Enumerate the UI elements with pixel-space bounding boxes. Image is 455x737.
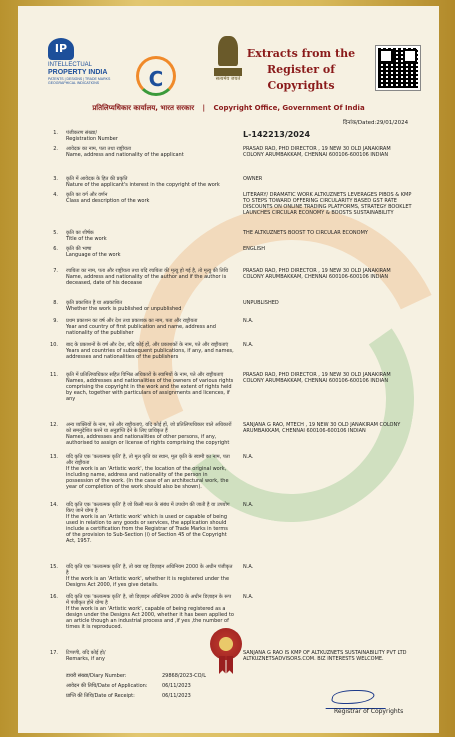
row-label-english: Year and country of first publication and name, address and nationality of the publisher: [66, 324, 216, 336]
row-label-hindi: कृति में आवेदक के हित की प्रकृति: [66, 176, 128, 182]
row-label-english: Registration Number: [66, 136, 118, 142]
row-label-hindi: अन्य व्यक्तियों के नाम, पते और राष्ट्रीयताएं, यदि कोई हों, जो प्रतिलिप्यधिकार वाले अधिकारों को समनुदेशित करने या अनुज्ञप्ति देने के लिए प्राधिकृत हैं: [66, 422, 232, 434]
row-label-hindi: कृति का शीर्षक: [66, 230, 94, 236]
row-label-english: If the work is an 'Artistic work', the location of the original work, including name, address and nationality of the person in possession of the work. (In the case of an architectural work, the year of completion of the work should also be shown).: [66, 466, 229, 490]
row-label-hindi: कृति प्रकाशित है या अप्रकाशित: [66, 300, 123, 306]
receipt-date-value: 06/11/2023: [162, 693, 191, 699]
row-label-hindi: रचयिता का नाम, पता और राष्ट्रीयता तथा यदि रचयिता की मृत्यु हो गई है, तो मृत्यु की तिथि: [66, 268, 229, 274]
row-number: 17.: [50, 650, 58, 656]
wax-seal-icon: [210, 628, 242, 660]
row-number: 12.: [50, 422, 58, 428]
row-value: PRASAD RAO, PHD DIRECTOR , 19 NEW 30 OLD JANAKIRAM COLONY ARUMBAKKAM, CHENNAI 600106-600106 INDIAN: [243, 268, 391, 280]
row-label: [66, 192, 234, 204]
ip-logo-line2: PROPERTY INDIA: [48, 69, 108, 76]
row-value: THE ALTKUZNETS BOOST TO CIRCULAR ECONOMY: [243, 230, 368, 236]
office-english: Copyright Office, Government Of India: [213, 104, 365, 112]
copyright-logo-icon: C: [136, 56, 176, 96]
row-label: [66, 176, 234, 188]
ip-logo-text: [48, 62, 112, 85]
row-number: 6.: [53, 246, 58, 252]
office-line: [18, 104, 439, 113]
certificate-sheet: [18, 6, 439, 733]
row-value: N.A.: [243, 594, 254, 600]
row-label-hindi: कृति की भाषा: [66, 246, 92, 252]
row-label: [66, 650, 234, 662]
row-value: PRASAD RAO, PHD DIRECTOR , 19 NEW 30 OLD JANAKIRAM COLONY ARUMBAKKAM, CHENNAI 600106-600106 INDIAN: [243, 146, 391, 158]
row-value: SANJANA G RAO, MTECH , 19 NEW 30 OLD JANAKIRAM COLONY ARUMBAKKAM, CHENNAI 600106-600106 INDIAN: [243, 422, 401, 434]
row-label-english: If the work is an 'Artistic work', whether it is registered under the Designs Act 2000, if yes give details.: [66, 576, 230, 588]
emblem-lion-capital: [218, 36, 238, 66]
ip-logo-line3: PATENTS | DESIGNS | TRADE MARKS: [48, 77, 111, 81]
row-label: [66, 594, 234, 630]
row-label-hindi: यदि कृति एक 'कलात्मक कृति' है, तो मूल कृति का स्थान, मूल कृति के स्वामी का नाम, पता और राष्ट्रीयता: [66, 454, 230, 466]
row-label: [66, 300, 234, 312]
row-label: [66, 318, 234, 336]
row-value: ENGLISH: [243, 246, 265, 252]
row-value: L-142213/2024: [243, 130, 311, 139]
row-number: 1.: [53, 130, 58, 136]
row-number: 15.: [50, 564, 58, 570]
ip-logo-line4: GEOGRAPHICAL INDICATIONS: [48, 81, 100, 85]
row-label-english: Class and description of the work: [66, 198, 150, 204]
national-emblem-icon: [214, 36, 242, 90]
row-label-hindi: आवेदक का नाम, पता तथा राष्ट्रीयता: [66, 146, 132, 152]
certificate-title: Extracts from the Register of Copyrights: [246, 47, 356, 92]
row-label-english: Names, addresses and nationalities of other persons, if any, authorised to assign or license of rights comprising the copyright: [66, 434, 230, 446]
row-label: [66, 268, 234, 286]
certificate-header: [18, 6, 439, 106]
diary-label: डायरी संख्या/Diary Number:: [66, 673, 127, 679]
row-number: 8.: [53, 300, 58, 306]
row-label: [66, 342, 234, 360]
ip-logo-line1: INTELLECTUAL: [48, 62, 93, 68]
row-number: 14.: [50, 502, 58, 508]
row-value: N.A.: [243, 454, 254, 460]
diary-value: 29868/2023-CO/L: [162, 673, 207, 679]
row-label: [66, 454, 234, 490]
row-label-english: Name, address and nationality of the author and if the author is deceased, date of his decease: [66, 274, 227, 286]
row-number: 11.: [50, 372, 58, 378]
row-value: N.A.: [243, 342, 254, 348]
row-label-hindi: कृति में प्रतिलिप्यधिकार सहित विभिन्न अधिकारों के स्वामियों के नाम, पते और राष्ट्रीयताएं: [66, 372, 224, 378]
row-label-english: Name, address and nationality of the applicant: [66, 152, 184, 158]
row-label: [66, 422, 234, 446]
row-label-hindi: यदि कृति एक 'कलात्मक कृति' है, जो डिज़ाइन अधिनियम 2000 के अधीन डिज़ाइन के रूप में पंजीकृत होने योग्य है: [66, 594, 232, 606]
row-label-hindi: यदि कृति एक 'कलात्मक कृति' है जो किसी माल के संबंध में उपयोग की जाती है या उपयोग किए जाने योग्य है: [66, 502, 230, 514]
row-value: UNPUBLISHED: [243, 300, 279, 306]
row-value: N.A.: [243, 502, 254, 508]
row-label: [66, 372, 234, 402]
row-value: OWNER: [243, 176, 263, 182]
signature-icon: [326, 686, 391, 709]
dated-line: दिनांक/Dated:29/01/2024: [343, 120, 409, 126]
receipt-date-label: प्राप्ति की तिथि/Date of Receipt:: [66, 693, 135, 699]
office-separator: |: [202, 104, 206, 112]
row-label: [66, 230, 234, 242]
row-number: 13.: [50, 454, 58, 460]
office-hindi: प्रतिलिप्यधिकार कार्यालय, भारत सरकार: [92, 104, 195, 112]
row-number: 2.: [53, 146, 58, 152]
row-label-english: If the work is an 'Artistic work' which is used or capable of being used in relation to any goods or services, the application should include a certification from the Registrar of Trade Marks in terms of the provision to Sub-Section (i) of Section 45 of the Copyright Act, 1957.: [66, 514, 228, 544]
row-number: 7.: [53, 268, 58, 274]
row-label-english: Language of the work: [66, 252, 121, 258]
row-number: 5.: [53, 230, 58, 236]
row-number: 4.: [53, 192, 58, 198]
row-label-hindi: यदि कृति एक 'कलात्मक कृति' है, तो क्या यह डिज़ाइन अधिनियम 2000 के अधीन पंजीकृत है: [66, 564, 233, 576]
row-number: 16.: [50, 594, 58, 600]
qr-code-icon[interactable]: [376, 46, 420, 90]
row-value: PRASAD RAO, PHD DIRECTOR , 19 NEW 30 OLD JANAKIRAM COLONY ARUMBAKKAM, CHENNAI 600106-600106 INDIAN: [243, 372, 391, 384]
emblem-motto: सत्यमेव जयते: [215, 76, 241, 82]
row-label: [66, 564, 234, 588]
row-label-english: Nature of the applicant's interest in the copyright of the work: [66, 182, 220, 188]
row-label-english: Years and countries of subsequent publications, if any, and names, addresses and nationalities of the publishers: [66, 348, 234, 360]
row-value: N.A.: [243, 564, 254, 570]
ip-logo-mark: IP: [48, 38, 74, 60]
registrar-label: Registrar of Copyrights: [334, 708, 404, 715]
row-label: [66, 130, 234, 142]
row-value: LITERARY/ DRAMATIC WORK ALTKUZNETS LEVERAGES PIBOS & KMP TO STEPS TOWARD OFFERING CIRCULARITY BASED GST RATE DISCOUNTS ON ONLINE TRADING PLATFORMS, STRATEGY BOOKLET LAUNCHES CIRCULAR ECONOMY & BOOSTS SUSTAINABILITY: [243, 192, 412, 216]
row-number: 3.: [53, 176, 58, 182]
row-label: [66, 502, 234, 544]
row-label-hindi: पंजीकरण संख्या/: [66, 130, 98, 136]
row-label: [66, 146, 234, 158]
row-label-hindi: टिप्पणी, यदि कोई हो/: [66, 650, 106, 656]
row-label-hindi: बाद के प्रकाशनों के वर्ष और देश, यदि कोई हों, और प्रकाशकों के नाम, पते और राष्ट्रीयताएं: [66, 342, 229, 348]
row-label-english: Names, addresses and nationalities of the owners of various rights comprising the copyright in the work and the extent of rights held by each, together with particulars of assignments and licences, if any: [66, 378, 234, 402]
row-number: 9.: [53, 318, 58, 324]
row-label-english: Whether the work is published or unpublished: [66, 306, 182, 312]
row-label-hindi: कृति का वर्ग और वर्णन: [66, 192, 108, 198]
ip-india-logo: [48, 38, 112, 85]
row-label-english: If the work is an 'Artistic work', capable of being registered as a design under the Designs Act 2000, whether it has been applied to an article though an industrial process and ,if yes ,the number of times it is reproduced.: [66, 606, 234, 630]
row-label-hindi: प्रथम प्रकाशन का वर्ष और देश तथा प्रकाशक का नाम, पता और राष्ट्रीयता: [66, 318, 198, 324]
row-value: SANJANA G RAO IS KMP OF ALTKUZNETS SUSTAINABILITY PVT LTD ALTKUZNETSADVISORS.COM. BIZ INTERESTS WELCOME.: [243, 650, 407, 662]
emblem-base: [214, 68, 242, 76]
row-value: N.A.: [243, 318, 254, 324]
application-date-value: 06/11/2023: [162, 683, 191, 689]
row-label: [66, 246, 234, 258]
row-label-english: Title of the work: [66, 236, 107, 242]
row-number: 10.: [50, 342, 58, 348]
row-label-english: Remarks, if any: [66, 656, 105, 662]
application-date-label: आवेदन की तिथि/Date of Application:: [66, 683, 148, 689]
